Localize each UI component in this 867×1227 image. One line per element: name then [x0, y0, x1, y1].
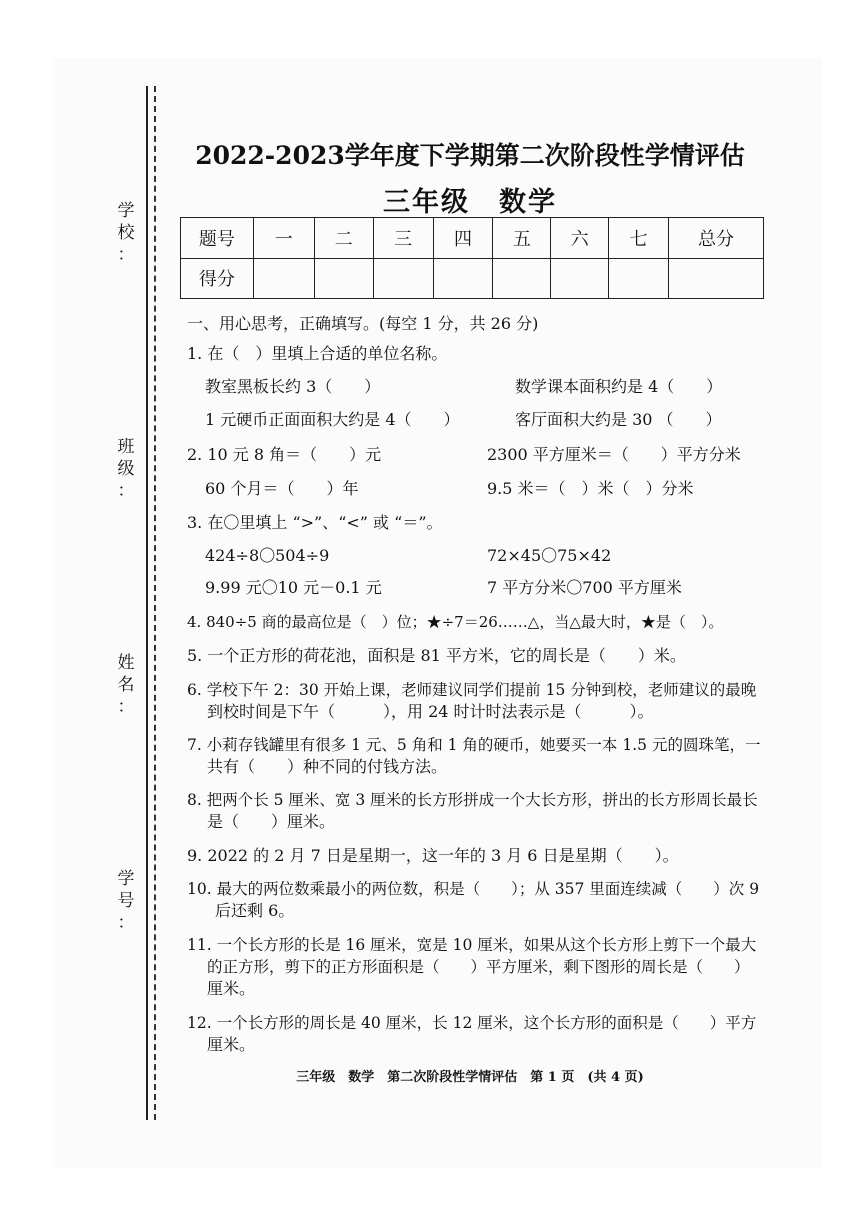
- name-label: 姓 名 ：: [117, 653, 135, 717]
- question-line: 1. 在（ ）里填上合适的单位名称。: [187, 344, 448, 363]
- section-heading: 一、用心思考，正确填写。(每空 1 分，共 26 分): [187, 314, 539, 333]
- score-table-score-row: [181, 258, 764, 299]
- question-line: 424÷8〇504÷9: [205, 546, 330, 565]
- question-line: 8. 把两个长 5 厘米、宽 3 厘米的长方形拼成一个大长方形，拼出的长方形周长最长: [187, 791, 758, 809]
- score-cell[interactable]: [493, 258, 551, 299]
- question-line: 教室黑板长约 3（ ）: [205, 377, 381, 396]
- question-line: 6. 学校下午 2：30 开始上课，老师建议同学们提前 15 分钟到校，老师建议的最晚: [187, 681, 757, 699]
- score-cell[interactable]: [373, 258, 433, 299]
- score-header-cell: 三: [373, 218, 433, 259]
- score-header-cell: 二: [314, 218, 373, 259]
- question-line: 共有（ ）种不同的付钱方法。: [207, 757, 448, 776]
- score-table-header-row: [181, 218, 764, 259]
- score-header-cell: 一: [253, 218, 314, 259]
- question-line: 9.99 元〇10 元－0.1 元: [205, 578, 382, 597]
- question-line: 的正方形，剪下的正方形面积是（ ）平方厘米，剩下图形的周长是（ ）: [207, 958, 750, 976]
- score-header-cell: 总分: [669, 218, 764, 259]
- question-line: 7. 小莉存钱罐里有很多 1 元、5 角和 1 角的硬币，她要买一本 1.5 元的圆珠笔，一: [187, 736, 761, 754]
- exam-subtitle: 三年级 数学: [383, 187, 557, 218]
- score-cell[interactable]: [669, 258, 764, 299]
- score-cell[interactable]: [433, 258, 493, 299]
- question-line: 10. 最大的两位数乘最小的两位数，积是（ ）；从 357 里面连续减（ ）次 9: [187, 880, 760, 898]
- class-label: 班 级 ：: [117, 437, 135, 501]
- question-line: 3. 在〇里填上 “>”、“<” 或 “＝”。: [187, 513, 443, 532]
- question-line: 2300 平方厘米＝（ ）平方分米: [487, 445, 741, 464]
- score-header-cell: 六: [551, 218, 609, 259]
- page-footer: 三年级 数学 第二次阶段性学情评估 第 1 页 (共 4 页): [296, 1070, 644, 1085]
- question-line: 数学课本面积约是 4（ ）: [515, 377, 723, 396]
- question-line: 2. 10 元 8 角＝（ ）元: [187, 445, 382, 464]
- question-line: 厘米。: [207, 1035, 256, 1054]
- question-line: 72×45〇75×42: [487, 546, 612, 565]
- exam-title: 2022-2023学年度下学期第二次阶段性学情评估: [195, 141, 745, 170]
- question-line: 5. 一个正方形的荷花池，面积是 81 平方米，它的周长是（ ）米。: [187, 646, 686, 665]
- score-cell[interactable]: [253, 258, 314, 299]
- question-line: 60 个月＝（ ）年: [205, 479, 359, 498]
- question-line: 9. 2022 的 2 月 7 日是星期一，这一年的 3 月 6 日是星期（ ）。: [187, 846, 679, 865]
- score-row-label: 得分: [181, 258, 254, 299]
- question-line: 厘米。: [207, 979, 256, 998]
- score-header-cell: 五: [493, 218, 551, 259]
- binding-line: [146, 86, 156, 1120]
- score-header-cell: 四: [433, 218, 493, 259]
- question-line: 7 平方分米〇700 平方厘米: [487, 578, 682, 597]
- score-table: [180, 217, 764, 299]
- score-cell[interactable]: [314, 258, 373, 299]
- score-header-cell: 题号: [181, 218, 254, 259]
- score-cell[interactable]: [609, 258, 669, 299]
- question-line: 到校时间是下午（ ），用 24 时计时法表示是（ ）。: [207, 702, 654, 721]
- question-line: 1 元硬币正面面积大约是 4（ ）: [205, 410, 460, 429]
- school-label: 学 校 ：: [117, 201, 135, 265]
- question-line: 9.5 米＝（ ）米（ ）分米: [487, 479, 694, 498]
- question-line: 12. 一个长方形的周长是 40 厘米，长 12 厘米，这个长方形的面积是（ ）平方: [187, 1014, 757, 1032]
- question-line: 是（ ）厘米。: [207, 812, 336, 831]
- score-cell[interactable]: [551, 258, 609, 299]
- question-line: 11. 一个长方形的长是 16 厘米，宽是 10 厘米，如果从这个长方形上剪下一个最大: [187, 936, 757, 954]
- question-line: 客厅面积大约是 30 （ ）: [515, 410, 722, 429]
- score-header-cell: 七: [609, 218, 669, 259]
- student-id-label: 学 号 ：: [117, 869, 135, 933]
- question-line: 后还剩 6。: [215, 901, 295, 920]
- question-line: 4. 840÷5 商的最高位是（ ）位；★÷7＝26……△，当△最大时，★是（ ）。: [187, 613, 724, 631]
